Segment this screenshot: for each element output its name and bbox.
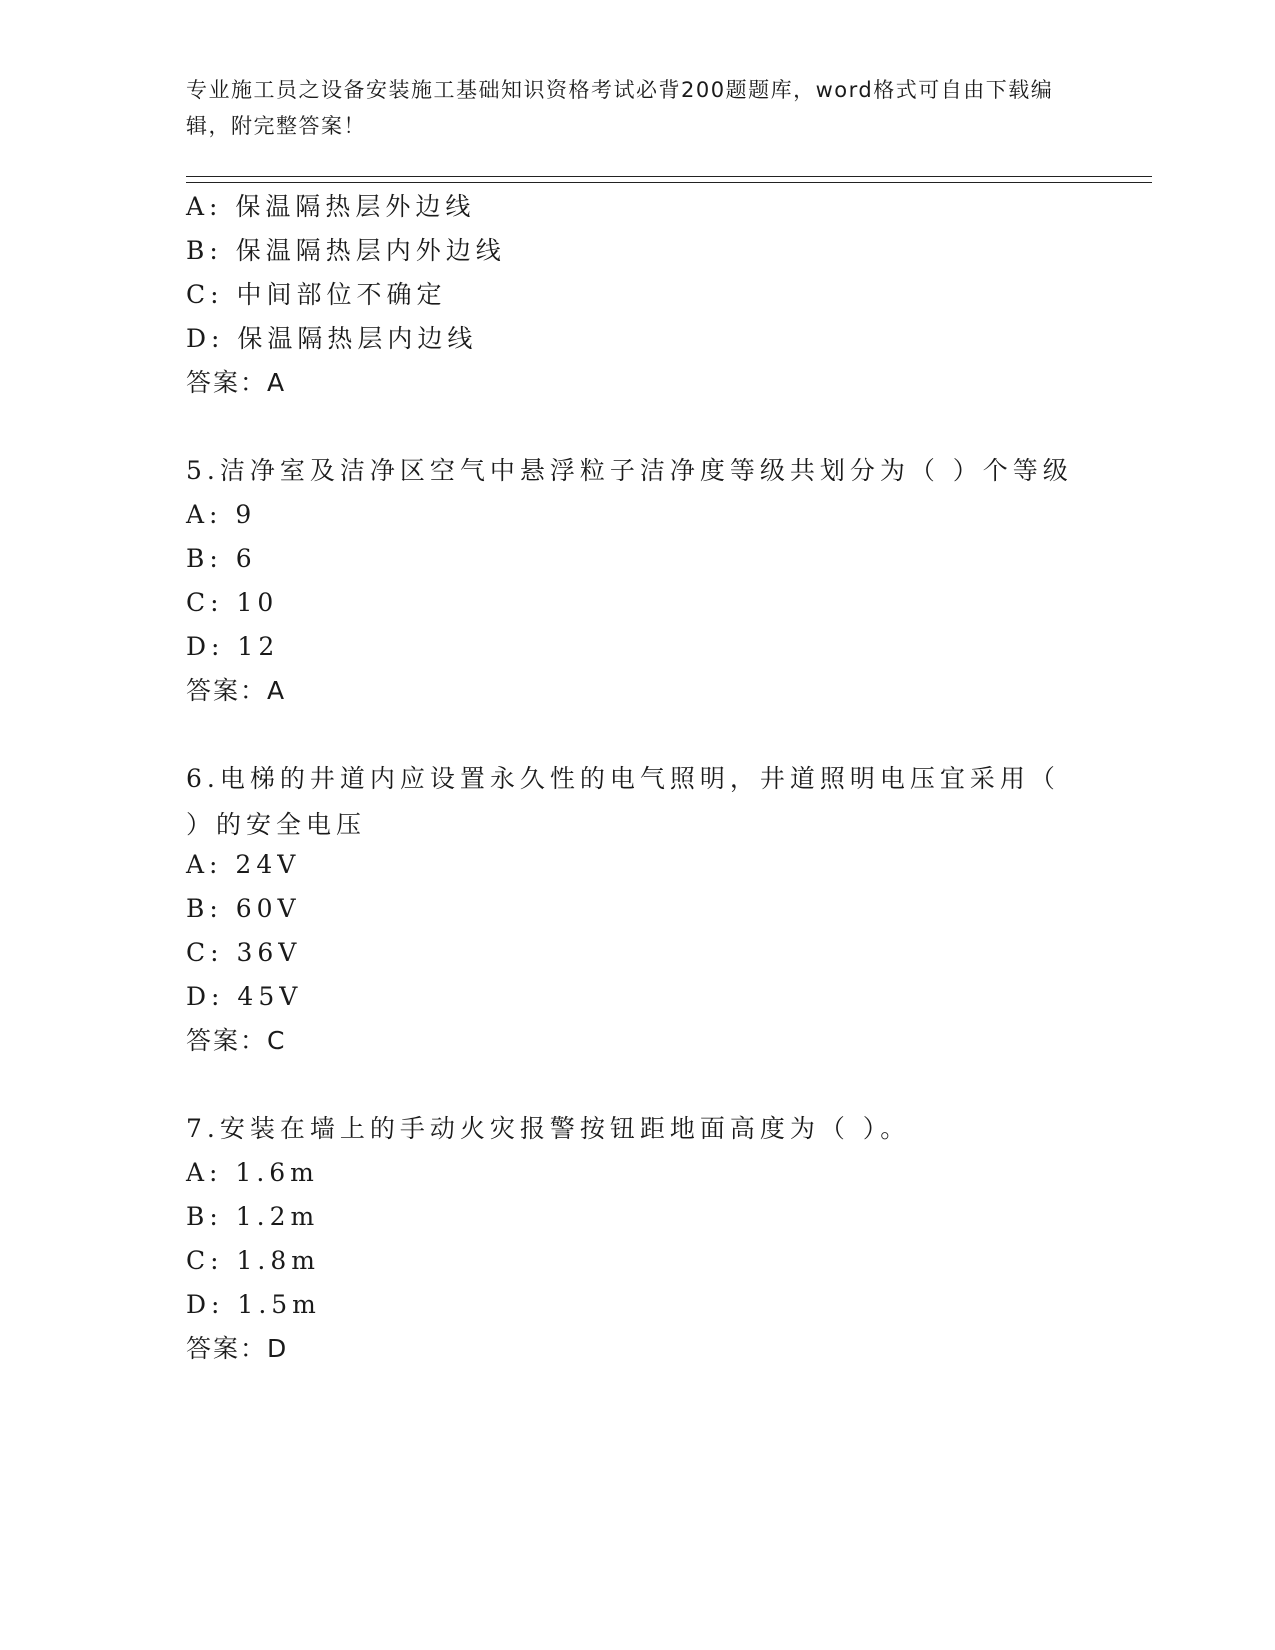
header-divider-top xyxy=(186,176,1152,177)
q5-option-b: B: 6 xyxy=(186,544,257,573)
q7-option-a: A: 1.6m xyxy=(186,1158,319,1187)
q5-answer: 答案：A xyxy=(186,676,287,705)
q5-stem: 5.洁净室及洁净区空气中悬浮粒子洁净度等级共划分为（ ）个等级 xyxy=(186,456,1073,485)
q7-answer: 答案：D xyxy=(186,1334,289,1363)
q6-option-b: B: 60V xyxy=(186,894,301,923)
q4-answer: 答案：A xyxy=(186,368,287,397)
header-divider-bottom xyxy=(186,182,1152,183)
document-header: 专业施工员之设备安装施工基础知识资格考试必背200题题库，word格式可自由下载编辑，附完整答案！ xyxy=(186,78,1054,138)
q5-option-d: D: 12 xyxy=(186,632,280,661)
q7-stem: 7.安装在墙上的手动火灾报警按钮距地面高度为（ ）。 xyxy=(186,1114,911,1143)
q7-option-b: B: 1.2m xyxy=(186,1202,320,1231)
q7-option-d: D: 1.5m xyxy=(186,1290,321,1319)
q4-option-d: D: 保温隔热层内边线 xyxy=(186,324,478,353)
q4-option-c: C: 中间部位不确定 xyxy=(186,280,447,309)
q6-option-c: C: 36V xyxy=(186,938,302,967)
q6-answer: 答案：C xyxy=(186,1026,287,1055)
q7-option-c: C: 1.8m xyxy=(186,1246,320,1275)
q6-option-a: A: 24V xyxy=(186,850,301,879)
q4-option-a: A: 保温隔热层外边线 xyxy=(186,192,476,221)
q4-option-b: B: 保温隔热层内外边线 xyxy=(186,236,506,265)
q5-option-c: C: 10 xyxy=(186,588,279,617)
q6-stem: 6.电梯的井道内应设置永久性的电气照明，井道照明电压宜采用（ ）的安全电压 xyxy=(186,764,1060,839)
q5-option-a: A: 9 xyxy=(186,500,257,529)
q6-option-d: D: 45V xyxy=(186,982,303,1011)
